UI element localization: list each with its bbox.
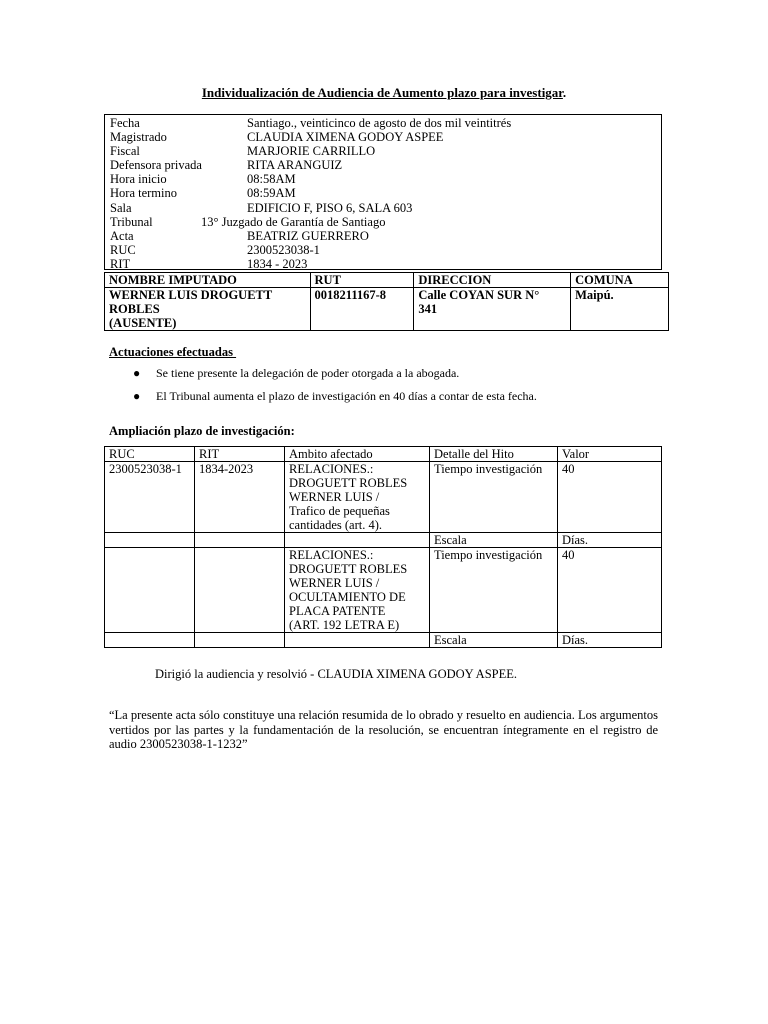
info-row-tribunal [105, 215, 661, 229]
imputado-header-rut: RUT [310, 273, 414, 288]
ampliacion-header-ambito: Ambito afectado [285, 447, 430, 462]
actuaciones-title: Actuaciones efectuadas [109, 345, 237, 359]
ampliacion-detalle-cell: Tiempo investigación [430, 548, 558, 633]
info-value: BEATRIZ GUERRERO [247, 229, 369, 243]
ampliacion-detalle-cell: Tiempo investigación [430, 462, 558, 533]
ampliacion-header-valor: Valor [558, 447, 662, 462]
imputado-rut-cell: 0018211167-8 [310, 288, 414, 331]
hearing-info-box [104, 114, 662, 270]
ampliacion-rit-cell [195, 548, 285, 633]
imputado-row [105, 288, 669, 331]
ambito-line: WERNER LUIS / [289, 490, 380, 504]
info-value: Santiago., veinticinco de agosto de dos mil veintitrés [247, 116, 512, 130]
imputado-direccion-cell [414, 288, 571, 331]
ampliacion-rit-cell [195, 533, 285, 548]
imputado-header-nombre: NOMBRE IMPUTADO [105, 273, 311, 288]
imputado-header-comuna: COMUNA [571, 273, 669, 288]
imputado-header-direccion: DIRECCION [414, 273, 571, 288]
ampliacion-row [105, 548, 662, 633]
imputado-nombre-line: WERNER LUIS DROGUETT [109, 288, 273, 302]
ambito-line: RELACIONES.: [289, 548, 374, 562]
info-row-defensora [105, 158, 661, 172]
info-row-rit [105, 257, 661, 271]
ampliacion-table [104, 446, 662, 648]
info-value: MARJORIE CARRILLO [247, 144, 376, 158]
ampliacion-row [105, 533, 662, 548]
info-label: Acta [110, 229, 134, 243]
page-title [0, 85, 768, 101]
ampliacion-ambito-cell [285, 533, 430, 548]
info-value: 13° Juzgado de Garantía de Santiago [201, 215, 386, 229]
ampliacion-header-ruc: RUC [105, 447, 195, 462]
actuacion-item [133, 389, 537, 404]
info-value: 1834 - 2023 [247, 257, 308, 271]
ampliacion-header-detalle: Detalle del Hito [430, 447, 558, 462]
info-label: Hora inicio [110, 172, 167, 186]
page-title-text: Individualización de Audiencia de Aumento plazo para investigar [201, 85, 563, 100]
imputado-nombre-line: ROBLES [109, 302, 160, 316]
ampliacion-ruc-cell [105, 548, 195, 633]
ampliacion-rit-cell [195, 633, 285, 648]
info-label: Fecha [110, 116, 140, 130]
imputado-nombre-cell [105, 288, 311, 331]
ampliacion-header-row [105, 447, 662, 462]
ambito-line: (ART. 192 LETRA E) [289, 618, 400, 632]
actuacion-text: Se tiene presente la delegación de poder otorgada a la abogada. [156, 366, 460, 380]
info-row-ruc [105, 243, 661, 257]
ampliacion-ruc-cell: 2300523038-1 [105, 462, 195, 533]
ampliacion-ambito-cell [285, 548, 430, 633]
acta-note: “La presente acta sólo constituye una relación resumida de lo obrado y resuelto en audiencia. Los argumentos vertidos por las partes y la fundamentación de la resolución, se encuentran íntegramente en el registro de audio 2300523038-1-1232” [109, 708, 658, 751]
imputado-header-row [105, 273, 669, 288]
imputado-table [104, 272, 669, 331]
info-label: Magistrado [110, 130, 167, 144]
actuacion-item [133, 366, 459, 381]
ampliacion-row [105, 462, 662, 533]
bullet-icon: ● [133, 366, 141, 380]
imputado-direccion-line: 341 [418, 302, 438, 316]
info-row-fiscal [105, 144, 661, 158]
ampliacion-detalle-cell: Escala [430, 533, 558, 548]
info-value: EDIFICIO F, PISO 6, SALA 603 [247, 201, 413, 215]
info-label: RUC [110, 243, 136, 257]
ampliacion-valor-cell: 40 [558, 462, 662, 533]
info-label: Fiscal [110, 144, 140, 158]
bullet-icon: ● [133, 389, 141, 403]
imputado-direccion-line: Calle COYAN SUR N° [418, 288, 540, 302]
info-label: Sala [110, 201, 132, 215]
actuacion-text: El Tribunal aumenta el plazo de investigación en 40 días a contar de esta fecha. [156, 389, 537, 403]
info-row-fecha [105, 116, 661, 130]
info-value: 08:59AM [247, 186, 296, 200]
ambito-line: DROGUETT ROBLES [289, 562, 408, 576]
ampliacion-ruc-cell [105, 533, 195, 548]
info-row-sala [105, 201, 661, 215]
ampliacion-rit-cell: 1834-2023 [195, 462, 285, 533]
ambito-line: PLACA PATENTE [289, 604, 386, 618]
ampliacion-valor-cell: Días. [558, 633, 662, 648]
info-value: CLAUDIA XIMENA GODOY ASPEE [247, 130, 444, 144]
info-row-acta [105, 229, 661, 243]
ampliacion-ambito-cell [285, 633, 430, 648]
ampliacion-detalle-cell: Escala [430, 633, 558, 648]
ampliacion-header-rit: RIT [195, 447, 285, 462]
info-label: RIT [110, 257, 131, 271]
info-value: 2300523038-1 [247, 243, 320, 257]
ampliacion-valor-cell: Días. [558, 533, 662, 548]
info-label: Hora termino [110, 186, 177, 200]
ambito-line: cantidades (art. 4). [289, 518, 383, 532]
info-value: RITA ARANGUIZ [247, 158, 343, 172]
info-label: Defensora privada [110, 158, 202, 172]
imputado-nombre-line: (AUSENTE) [109, 316, 177, 330]
ampliacion-title: Ampliación plazo de investigación: [109, 424, 295, 438]
dirigio-statement: Dirigió la audiencia y resolvió - CLAUDIA XIMENA GODOY ASPEE. [155, 667, 517, 681]
info-value: 08:58AM [247, 172, 296, 186]
ambito-line: DROGUETT ROBLES [289, 476, 408, 490]
ambito-line: OCULTAMIENTO DE [289, 590, 406, 604]
info-row-hora-termino [105, 186, 661, 200]
ambito-line: RELACIONES.: [289, 462, 374, 476]
ampliacion-ambito-cell [285, 462, 430, 533]
ampliacion-ruc-cell [105, 633, 195, 648]
page-title-period: . [562, 85, 567, 100]
ampliacion-valor-cell: 40 [558, 548, 662, 633]
info-row-hora-inicio [105, 172, 661, 186]
imputado-comuna-cell: Maipú. [571, 288, 669, 331]
ambito-line: Trafico de pequeñas [289, 504, 390, 518]
ambito-line: WERNER LUIS / [289, 576, 380, 590]
ampliacion-row [105, 633, 662, 648]
info-row-magistrado [105, 130, 661, 144]
info-label: Tribunal [110, 215, 153, 229]
